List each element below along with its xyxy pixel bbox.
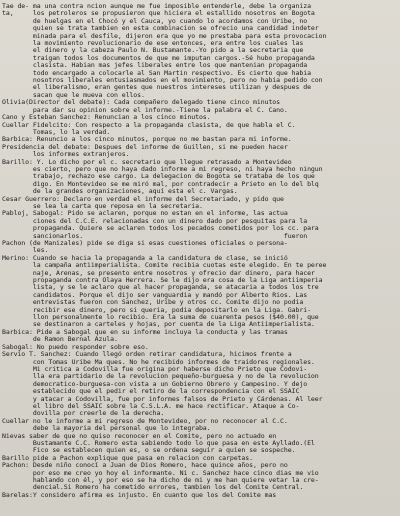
text-line: Nievas saber de que no quiso reconocer en el Comite, pero no actuado en	[2, 432, 277, 440]
text-line: quien se trata tambien en esta combinacion se ofrecio una candidad indeter	[2, 25, 319, 33]
text-line: candidatos. Porque el dijo ser vanguardia y mandó por Alberto Rios. Las	[2, 291, 308, 299]
text-line: sancionarlos. fueron	[2, 232, 308, 240]
text-line: Barbica: Renuncio a los cinco minutos, porque no me bastan para mi informe.	[2, 136, 292, 144]
text-line: todo encargado a colocarle al San Martin respectivo. Es cierto que habia	[2, 69, 311, 77]
text-line: se destinaron a carteles y hojas, por cuenta de la Liga Antiimperialista.	[2, 321, 315, 329]
text-line: Barillo: Y. Lo dicho por el c. secretario que llegue retrasado a Montevideo	[2, 158, 292, 166]
text-line: hablando con él, y por eso se ha dicho de mi y me han quiere vetar la cre-	[2, 477, 319, 484]
text-line: y atacar a Codovilla, fue por informes falsos de Prieto y Cárdenas. Al leer	[2, 395, 323, 403]
text-line: Pachon: Desde niño conocí a Juan de Dios Romero, hace quince años, pero no	[2, 462, 288, 470]
text-line: establecido que el pedir el retiro de la correspondencia con el SSAIC	[2, 388, 300, 396]
text-line: Cesar Guerrero: Declaro en verdad el informe del Secretariado, y pido que	[2, 195, 284, 203]
text-line: lista, y se le aclaro que al hacer propaganda, se atacaria a todos los tre	[2, 284, 319, 292]
text-line: Cuellar Fidelcito: Con respecto a la propaganda clasista, de que habla el C.	[2, 121, 296, 129]
text-line: traigan todos los documentos de que me imputan cargos.-Sé hubo propaganda	[2, 54, 315, 62]
text-line: por eso me creo yo hoy el informante. Ni c. Sanchez hace cinco dias me vio	[2, 469, 319, 477]
text-line: debe la mayoria del personal que lo integraba.	[2, 425, 211, 433]
text-line: Barillo pide a Pachon explique que pasa en relacion con carpetas.	[2, 454, 254, 462]
text-line: digo. En Montevideo se me miró mal, por contradecir a Prieto en lo del blq	[2, 180, 319, 188]
text-line: Bustamante C.C. Romero esta sabiendo todo lo que pasa en este Ayllado.(El	[2, 439, 315, 447]
text-line: sacan que le mueva con ellos.	[2, 91, 145, 99]
text-line: Servio T. Sanchez: Cuando llegó orden retirar candidatura, hicimos frente a	[2, 351, 292, 359]
text-line: es cierto, pero que no haya dado informe a mi regreso, ni haya hecho ningun	[2, 165, 323, 173]
text-line: para dar su opinion sobre el informe.-Tiene la palabra el C. Cano.	[2, 106, 288, 114]
text-line: dencial.Si Romero ha cometido errores, tambien los del Comite Central.	[2, 484, 304, 492]
text-line: Tae de- ma una contra ncion aunque me fue imposible entenderle, debe la organiza	[2, 3, 311, 10]
text-line: de huelgas en el Chocó y el Cauca, yo cuando lo acordamos con Uribe, no	[2, 17, 308, 25]
text-line: la campaña antiimperialista. Comite recibia cuotas este elegido. En te peree	[2, 262, 327, 270]
text-line: minada para el desfile, dijeron era que yo me prestaba para esta provocacion	[2, 32, 327, 40]
text-line: se lea la carta que reposa en la secretaria.	[2, 202, 203, 210]
text-line: Barbica: Pide a Sabogal que en su informe incluya la conducta y las tramas	[2, 328, 288, 336]
text-line: llon personalmente lo recibio. Era la suma de cuarenta pesos ($40.00), que	[2, 314, 319, 322]
text-line: el dinero y la cabeza Paulo N. Bustamante.-Yo pido a la secretaria que	[2, 47, 304, 55]
text-line: el liberalismo, eran gentes que nuestros intereses utilizan y despues de	[2, 84, 311, 92]
text-line: clasista. Habian mas jefes liberales entre los que mantenian propaganda	[2, 62, 308, 70]
text-line: Fico se establecen quien es, o se ordena seguir a quien se sospeche.	[2, 447, 296, 455]
text-line: Pachon (de Manizales) pide se diga si esas cuestiones oficiales o persona-	[2, 240, 288, 247]
text-line: los informes extranjeros.	[2, 151, 130, 159]
text-line: Merino: Cuando se hacia la propaganda a la candidatura de clase, se inició	[2, 254, 288, 262]
text-line: ciones del C.C.E. relacionadas con un dinero dado por pesquitas para la	[2, 217, 308, 225]
text-line: el libro del SSAIC sobre la C.S.L.A. me hace rectificar. Ataque a Co-	[2, 402, 300, 410]
text-line: propaganda contra Olaya Herrera. Se le dijo era cosa de la Liga antiimperia	[2, 277, 323, 285]
text-line: entrevistas fueron con Sanchez, Uribe y otros cc. Comite dijo no podia	[2, 299, 304, 307]
text-line: les.	[2, 247, 49, 255]
text-line: naje, Arenas, se presento entre nosotros y ofrecio dar dinero, para hacer	[2, 269, 315, 277]
text-line: dovilla por creerle de la derecha.	[2, 410, 165, 418]
text-line: Sabogal: No puedo responder sobre eso.	[2, 343, 149, 351]
text-line: propaganda. Quiere se aclaren todos los pecados cometidos por los cc. para	[2, 225, 319, 233]
text-line: Barelas:Y considero afirma es injusto. En cuanto que los del Comite mas	[2, 491, 277, 499]
text-line: recibir ese dinero, pero si queria, podia depositarlo en la Liga. Gabri-	[2, 306, 311, 314]
text-line: ta, los petroleros se propusieron que hiciera el estallido nosotros en Bogota	[2, 10, 315, 18]
text-line: democratico-burguesa-con vista a un Gobierno Obrero y Campesino. Y dejo	[2, 380, 308, 388]
text-line: Olivia(Director del debate): Cada compañero delegado tiene cinco minutos	[2, 99, 281, 107]
text-line: de la grandes organizaciones, aquí esta el c. Vargas.	[2, 188, 238, 196]
text-line: Tomas, lo la verdad.	[2, 128, 111, 136]
text-line: Presidencia del debate: Despues del informe de Guillen, si me pueden hacer	[2, 143, 288, 151]
text-line: trabajo, rechazo ese cargo. La delegacion de Bogota se trataba de los que	[2, 173, 315, 181]
text-line: lla era partidario de la revolucion pequeño-burguesa y no de la revolucion	[2, 373, 319, 381]
text-line: Cano y Esteban Sanchez: Renuncian a los cinco minutos.	[2, 114, 211, 122]
document-body	[2, 3, 396, 499]
text-line: Cuellar no le informe a mi regreso de Montevideo, por no reconocer al C.C.	[2, 417, 288, 425]
text-line: nosotros liberales entusiasmados en el movimiento, pero no habia pedido con	[2, 77, 323, 85]
text-line: de Ramon Bernal Azula.	[2, 336, 118, 344]
text-line: con Tomas Uribe Ma ques. No he recibido informes de traidores regionales.	[2, 358, 315, 366]
text-line: la movimiento revolucionario de ese entonces, era entre los cuales las	[2, 40, 304, 48]
text-line: Mi critica a Codovilla fue origina por haberse dicho Prieto que Codovi-	[2, 365, 308, 373]
text-line: Pabloj, Sabogal: Pido se aclaren, porque no estan en el informe, las actua	[2, 210, 288, 218]
